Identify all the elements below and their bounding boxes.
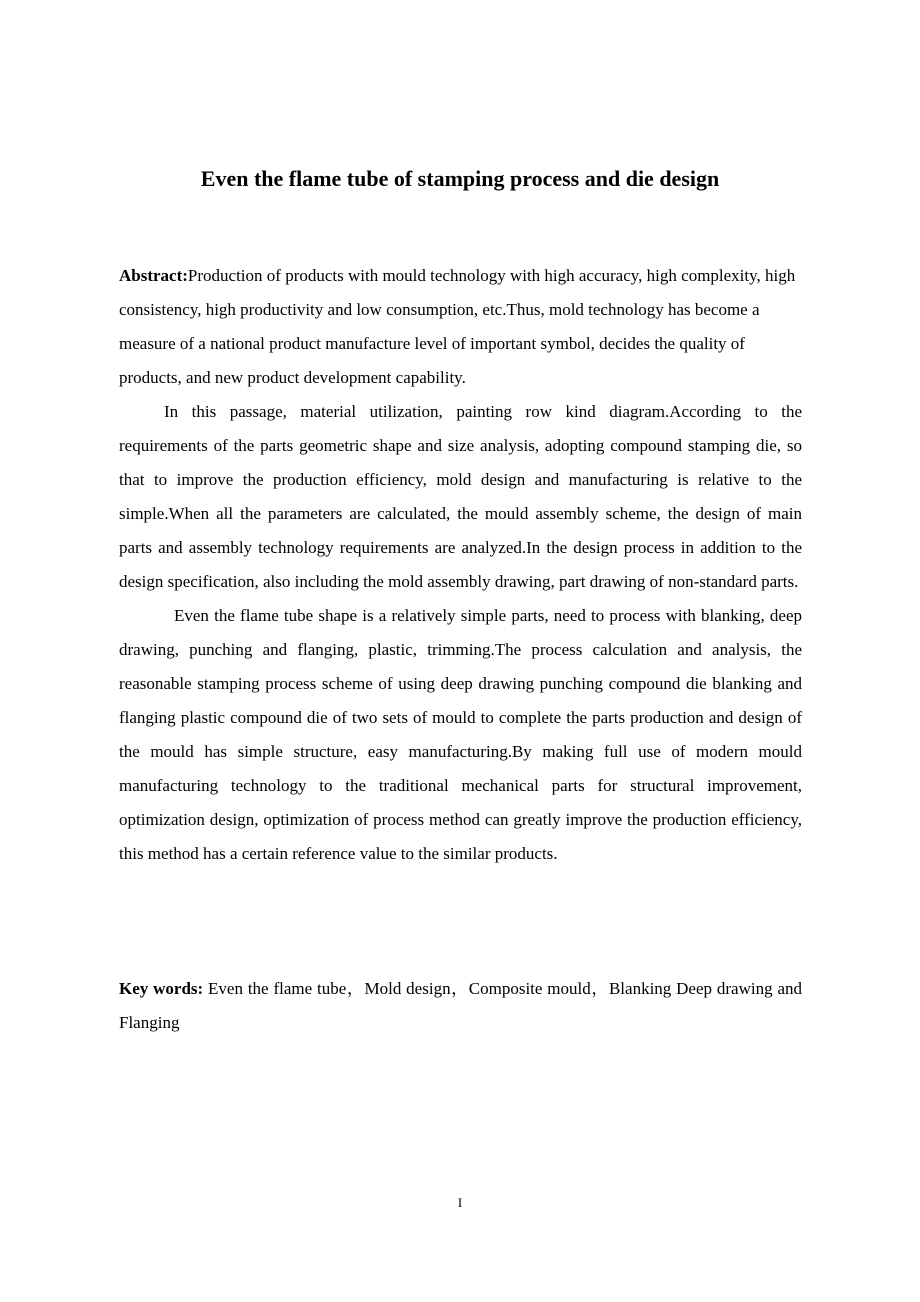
keywords-section: [119, 972, 802, 1040]
abstract-text-1: Production of products with mould technology with high accuracy, high complexity, high consistency, high productivity and low consumption, etc.Thus, mold technology has become a measure of a national product manufacture level of important symbol, decides the quality of products, and new product development capability.: [119, 266, 796, 387]
abstract-section: [119, 259, 802, 871]
keywords-label: Key words:: [119, 979, 204, 998]
keywords-paragraph: [119, 972, 802, 1040]
paper-title: Even the flame tube of stamping process and die design: [200, 166, 720, 191]
page-number: I: [457, 1195, 463, 1210]
abstract-paragraph-1: [119, 259, 802, 395]
abstract-paragraph-2: In this passage, material utilization, painting row kind diagram.According to the requirements of the parts geometric shape and size analysis, adopting compound stamping die, so that to improve the production efficiency, mold design and manufacturing is relative to the simple.When all the parameters are calculated, the mould assembly scheme, the design of main parts and assembly technology requirements are analyzed.In the design process in addition to the design specification, also including the mold assembly drawing, part drawing of non-standard parts.: [119, 402, 802, 591]
abstract-label: Abstract:: [119, 266, 188, 285]
keywords-text: Even the flame tube，Mold design，Composite mould，Blanking Deep drawing and Flanging: [119, 979, 802, 1032]
abstract-paragraph-3: Even the flame tube shape is a relatively simple parts, need to process with blanking, deep drawing, punching and flanging, plastic, trimming.The process calculation and analysis, the reasonable stamping process scheme of using deep drawing punching compound die blanking and flanging plastic compound die of two sets of mould to complete the parts production and design of the mould has simple structure, easy manufacturing.By making full use of modern mould manufacturing technology to the traditional mechanical parts for structural improvement, optimization design, optimization of process method can greatly improve the production efficiency, this method has a certain reference value to the similar products.: [119, 606, 802, 863]
